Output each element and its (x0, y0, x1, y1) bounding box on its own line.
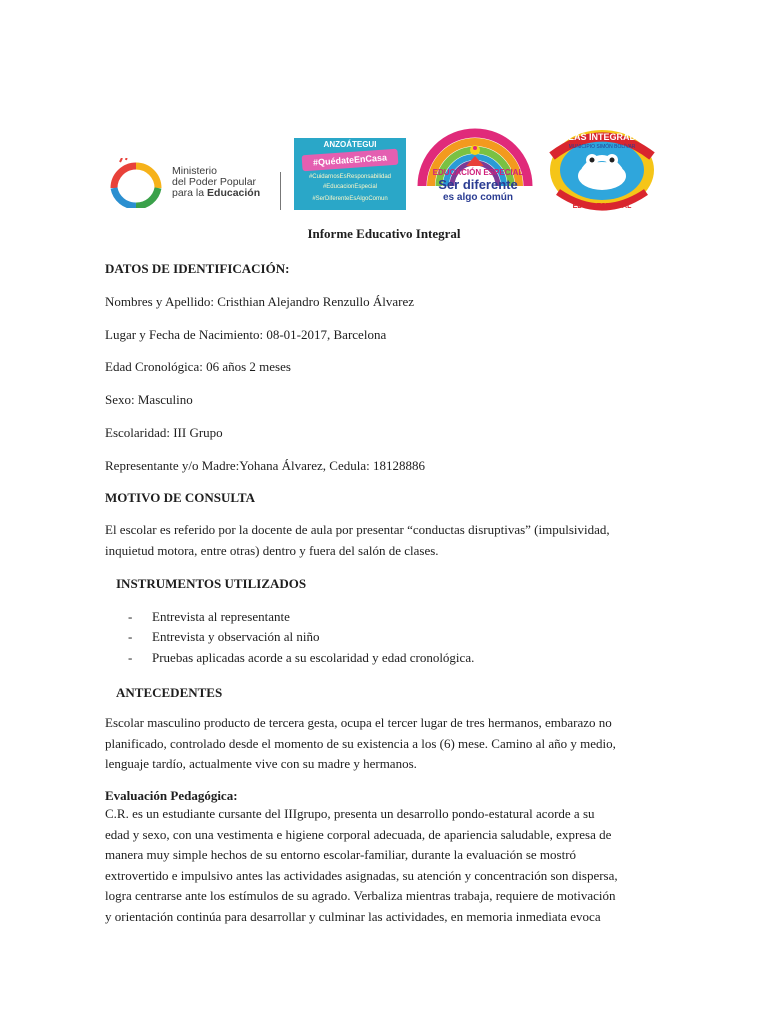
paragraph-line: inquietud motora, entre otras) dentro y fuera del salón de clases. (105, 542, 439, 558)
representante-field: Representante y/o Madre:Yohana Álvarez, Cedula: 18128886 (105, 458, 425, 473)
hashtag-line-1: #CuidarnosEsResponsabilidad (308, 174, 392, 180)
ministerio-educacion-logo (104, 150, 284, 210)
hashtag-line-2: #EducacionEspecial (322, 184, 378, 190)
paragraph-line: El escolar es referido por la docente de aula por presentar “conductas disruptivas” (impulsividad, (105, 522, 610, 537)
sexo-field: Sexo: Masculino (105, 392, 193, 407)
motivo-paragraph (105, 520, 665, 561)
list-item-text: Entrevista y observación al niño (152, 629, 320, 644)
educacion-especial-label: EDUCACIÓN ESPECIAL (432, 168, 524, 177)
antecedentes-paragraph (105, 713, 665, 775)
identificacion-heading: DATOS DE IDENTIFICACIÓN: (105, 261, 290, 276)
ministerio-wordmark (172, 166, 260, 199)
evaluacion-heading: Evaluación Pedagógica: (105, 788, 238, 803)
ministerio-line-2: del Poder Popular (172, 176, 257, 188)
list-item-text: Pruebas aplicadas acorde a su escolaridad y edad cronológica. (152, 650, 475, 665)
paragraph-line: C.R. es un estudiante cursante del IIIgrupo, presenta un desarrollo pondo-estatural acorde a su (105, 806, 595, 821)
paragraph-line: Escolar masculino producto de tercera gesta, ocupa el tercer lugar de tres hermanos, embarazo no (105, 715, 612, 730)
anzoategui-header: ANZOÁTEGUI (323, 140, 377, 149)
nombres-field: Nombres y Apellido: Cristhian Alejandro Renzullo Álvarez (105, 294, 415, 309)
header-logos (104, 126, 664, 216)
ministerio-line-3-prefix: para la (172, 187, 205, 199)
aulas-top-label: AULAS INTEGRADAS (555, 132, 649, 142)
aulas-integradas-logo (544, 126, 660, 212)
list-item (128, 607, 290, 627)
educacion-especial-logo (416, 126, 534, 210)
bullet-marker: - (128, 650, 133, 665)
evaluacion-paragraph (105, 804, 665, 927)
motivo-heading: MOTIVO DE CONSULTA (105, 490, 255, 505)
ministerio-emblem-icon (106, 158, 168, 208)
paragraph-line: lenguaje tardío, actualmente vive con su madre y hermanos. (105, 756, 417, 771)
algo-comun-label: es algo común (442, 192, 513, 203)
escolaridad-field: Escolaridad: III Grupo (105, 425, 223, 440)
ministerio-line-1: Ministerio (172, 165, 217, 177)
paragraph-line: extrovertido e impulsivo antes las actividades asignadas, su atención y concentración son dispersa, (105, 867, 618, 883)
lugar-fecha-field: Lugar y Fecha de Nacimiento: 08-01-2017, Barcelona (105, 327, 387, 342)
paragraph-line: manera muy simple hechos de su entorno escolar-familiar, durante la evaluación se mostró (105, 847, 577, 862)
hashtag-line-3: #SerDiferenteEsAlgoComun (312, 196, 388, 202)
ser-diferente-label: Ser diferente (438, 177, 518, 192)
paragraph-line: logra centrarse ante los estímulos de su agrado. Verbaliza mientras trabaja, requiere de motivación (105, 888, 616, 903)
quedate-en-casa-hashtag: #QuédateEnCasa (302, 149, 399, 172)
paragraph-line: y orientación continúa para desarrollar y culminar las actividades, en memoria inmediata evoca (105, 908, 601, 924)
aulas-integradas-emblem-icon (544, 126, 660, 212)
paragraph-line: planificado, controlado desde el momento de su existencia a los (6) mese. Camino al año y medio, (105, 735, 616, 751)
edad-field: Edad Cronológica: 06 años 2 meses (105, 359, 291, 374)
logo-divider (280, 172, 281, 210)
list-item-text: Entrevista al representante (152, 609, 290, 624)
anzoategui-quedate-en-casa-logo (294, 138, 406, 210)
ministerio-line-3-strong: Educación (207, 187, 261, 199)
bullet-marker: - (128, 629, 133, 644)
instrumentos-heading: INSTRUMENTOS UTILIZADOS (116, 576, 307, 591)
document-title: Informe Educativo Integral (307, 226, 461, 241)
antecedentes-heading: ANTECEDENTES (116, 685, 223, 700)
list-item (128, 627, 320, 647)
aulas-bottom-label: EDUC. ESPECIAL (572, 203, 632, 210)
ministerio-line-3 (172, 188, 260, 199)
bullet-marker: - (128, 609, 133, 624)
aulas-sub-label: MUNICIPIO SIMÓN BOLÍVAR (568, 144, 636, 150)
paragraph-line: edad y sexo, con una vestimenta e higiene corporal adecuada, de apariencia saludable, expresa de (105, 826, 612, 842)
list-item (128, 648, 474, 668)
